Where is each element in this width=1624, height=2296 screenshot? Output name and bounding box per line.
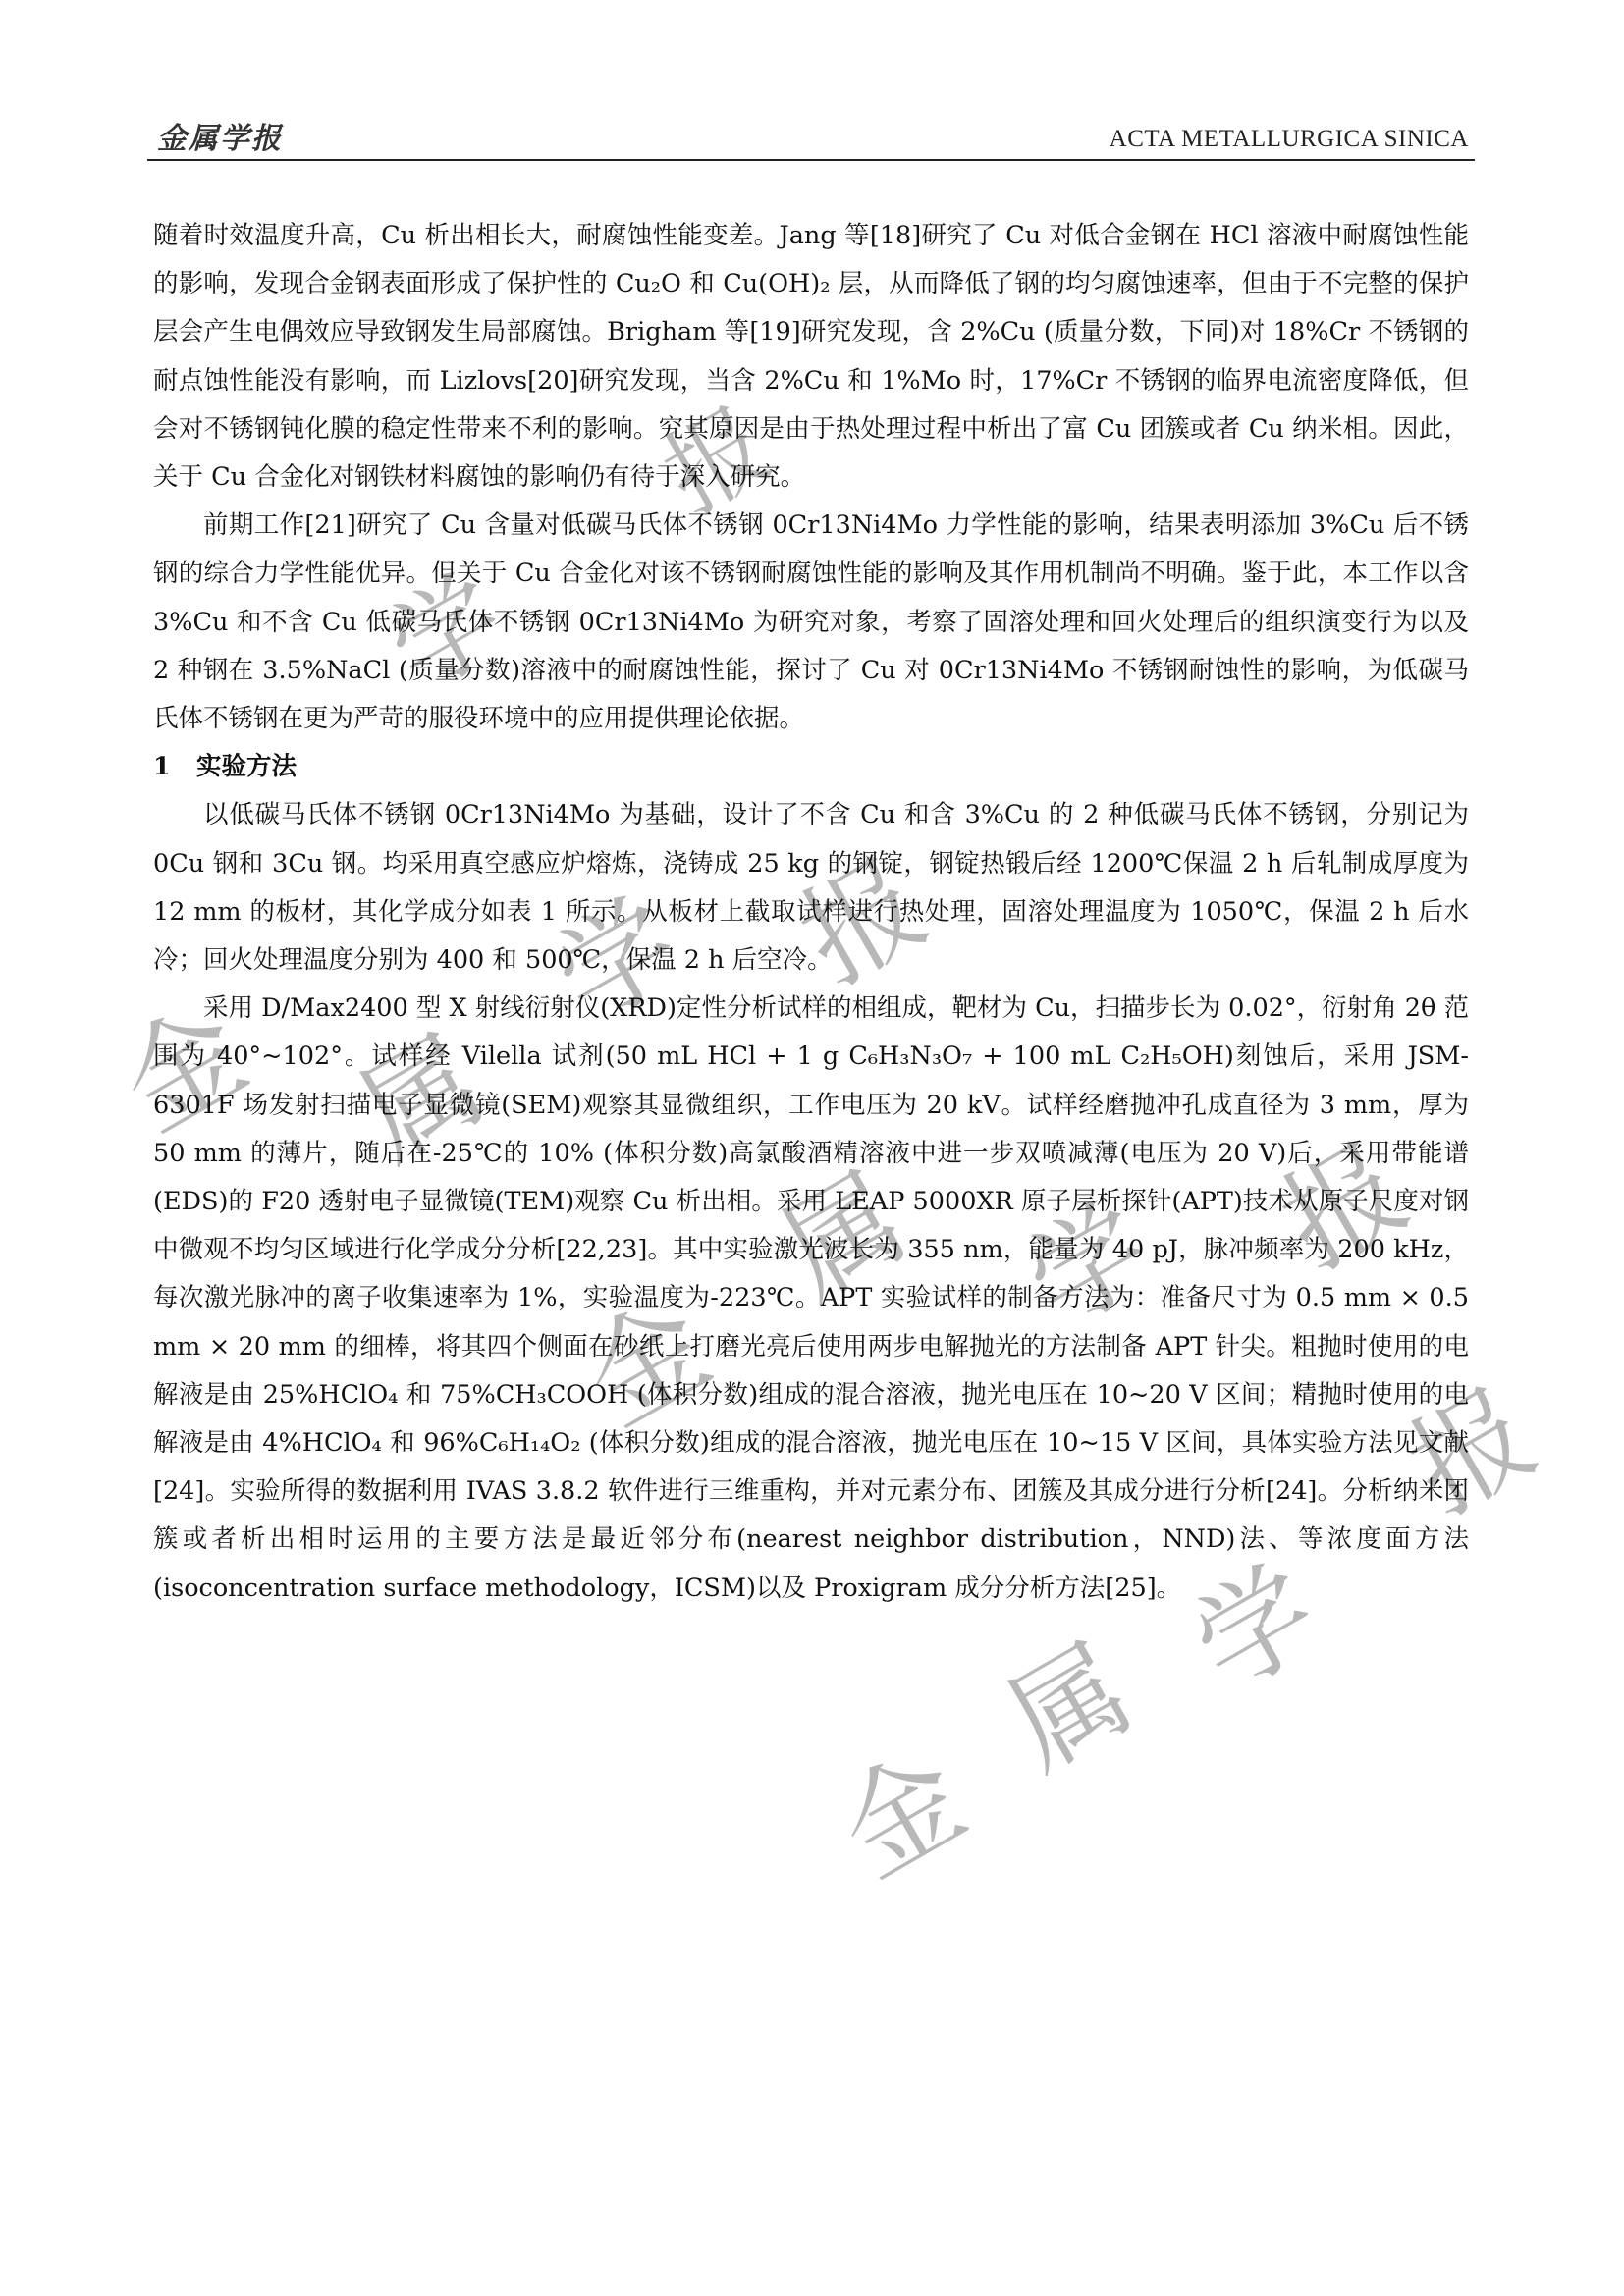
watermark-char: 报 [1387,1363,1556,1540]
watermark-char: 属 [759,1148,928,1324]
page-header [147,110,1475,161]
watermark-char: 报 [779,833,947,1010]
article-body [153,212,1469,1613]
watermark-char: 学 [533,873,702,1049]
watermark-char: 属 [985,1619,1154,1795]
journal-logo: 金属学报 [157,122,283,156]
paragraph-continued: 随着时效温度升高，Cu 析出相长大，耐腐蚀性能变差。Jang 等[18]研究了 Cu 对低合金钢在 HCl 溶液中耐腐蚀性能的影响，发现合金钢表面形成了保护性的 Cu₂O 和 Cu(OH)₂ 层，从而降低了钢的均匀腐蚀速率，但由于不完整的保护层会产生电偶效应导致钢发生局部腐蚀。Brigham 等[19]研究发现，含 2%Cu (质量分数，下同)对 18%Cr 不锈钢的耐点蚀性能没有影响，而 Lizlovs[20]研究发现，当含 2%Cu 和 1%Mo 时，17%Cr 不锈钢的临界电流密度降低，但会对不锈钢钝化膜的稳定性带来不利的影响。究其原因是由于热处理过程中析出了富 Cu 团簇或者 Cu 纳米相。因此，关于 Cu 合金化对钢铁材料腐蚀的影响仍有待于深入研究。 [153,221,1469,493]
watermark-char: 属 [337,1010,506,1187]
section-number: 1 [153,752,171,782]
section-heading [153,743,1469,791]
paragraph-prior-work: 前期工作[21]研究了 Cu 含量对低碳马氏体不锈钢 0Cr13Ni4Mo 力学性能的影响，结果表明添加 3%Cu 后不锈钢的综合力学性能优异。但关于 Cu 合金化对该不锈钢耐腐蚀性能的影响及其作用机制尚不明确。鉴于此，本工作以含 3%Cu 和不含 Cu 低碳马氏体不锈钢 0Cr13Ni4Mo 为研究对象，考察了固溶处理和回火处理后的组织演变行为以及 2 种钢在 3.5%NaCl (质量分数)溶液中的耐腐蚀性能，探讨了 Cu 对 0Cr13Ni4Mo 不锈钢耐蚀性的影响，为低碳马氏体不锈钢在更为严苛的服役环境中的应用提供理论依据。 [153,510,1469,734]
watermark-char: 报 [1260,1118,1429,1295]
watermark-char: 金 [818,1727,987,1903]
paragraph-materials: 以低碳马氏体不锈钢 0Cr13Ni4Mo 为基础，设计了不含 Cu 和含 3%Cu 的 2 种低碳马氏体不锈钢，分别记为 0Cu 钢和 3Cu 钢。均采用真空感应炉熔炼，浇铸成 25 kg 的钢锭，钢锭热锻后经 1200℃保温 2 h 后轧制成厚度为 12 mm 的板材，其化学成分如表 1 所示。从板材上截取试样进行热处理，固溶处理温度为 1050℃，保温 2 h 后水冷；回火处理温度分别为 400 和 500℃，保温 2 h 后空冷。 [153,800,1469,976]
watermark-char: 金 [99,981,268,1157]
paragraph-methods: 采用 D/Max2400 型 X 射线衍射仪(XRD)定性分析试样的相组成，靶材为 Cu，扫描步长为 0.02°，衍射角 2θ 范围为 40°~102°。试样经 Vilella 试剂(50 mL HCl + 1 g C₆H₃N₃O₇ + 100 mL C₂H₅OH)刻蚀后，采用 JSM-6301F 场发射扫描电子显微镜(SEM)观察其显微组织，工作电压为 20 kV。试样经磨抛冲孔成直径为 3 mm，厚为 50 mm 的薄片，随后在-25℃的 10% (体积分数)高氯酸酒精溶液中进一步双喷减薄(电压为 20 V)后，采用带能谱(EDS)的 F20 透射电子显微镜(TEM)观察 Cu 析出相。采用 LEAP 5000XR 原子层析探针(APT)技术从原子尺度对钢中微观不均匀区域进行化学成分分析[22,23]。其中实验激光波长为 355 nm，能量为 40 pJ，脉冲频率为 200 kHz，每次激光脉冲的离子收集速率为 1%，实验温度为-223℃。APT 实验试样的制备方法为：准备尺寸为 0.5 mm × 0.5 mm × 20 mm 的细棒，将其四个侧面在砂纸上打磨光亮后使用两步电解抛光的方法制备 APT 针尖。粗抛时使用的电解液是由 25%HClO₄ 和 75%CH₃COOH (体积分数)组成的混合溶液，抛光电压在 10~20 V 区间；精抛时使用的电解液是由 4%HClO₄ 和 96%C₆H₁₄O₂ (体积分数)组成的混合溶液，抛光电压在 10~15 V 区间，具体实验方法见文献[24]。实验所得的数据利用 IVAS 3.8.2 软件进行三维重构，并对元素分布、团簇及其成分进行分析[24]。分析纳米团簇或者析出相时运用的主要方法是最近邻分布(nearest neighbor distribution，NND)法、等浓度面方法(isoconcentration surface methodology，ICSM)以及 Proxigram 成分分析方法[25]。 [153,993,1469,1603]
section-title: 实验方法 [196,752,298,782]
watermark-char: 金 [563,1275,731,1452]
watermark-char: 学 [1171,1540,1340,1717]
journal-name: ACTA METALLURGICA SINICA [1109,126,1469,152]
watermark-char: 学 [368,552,525,715]
watermark-char: 学 [1004,1177,1173,1354]
watermark-char: 报 [645,386,788,536]
